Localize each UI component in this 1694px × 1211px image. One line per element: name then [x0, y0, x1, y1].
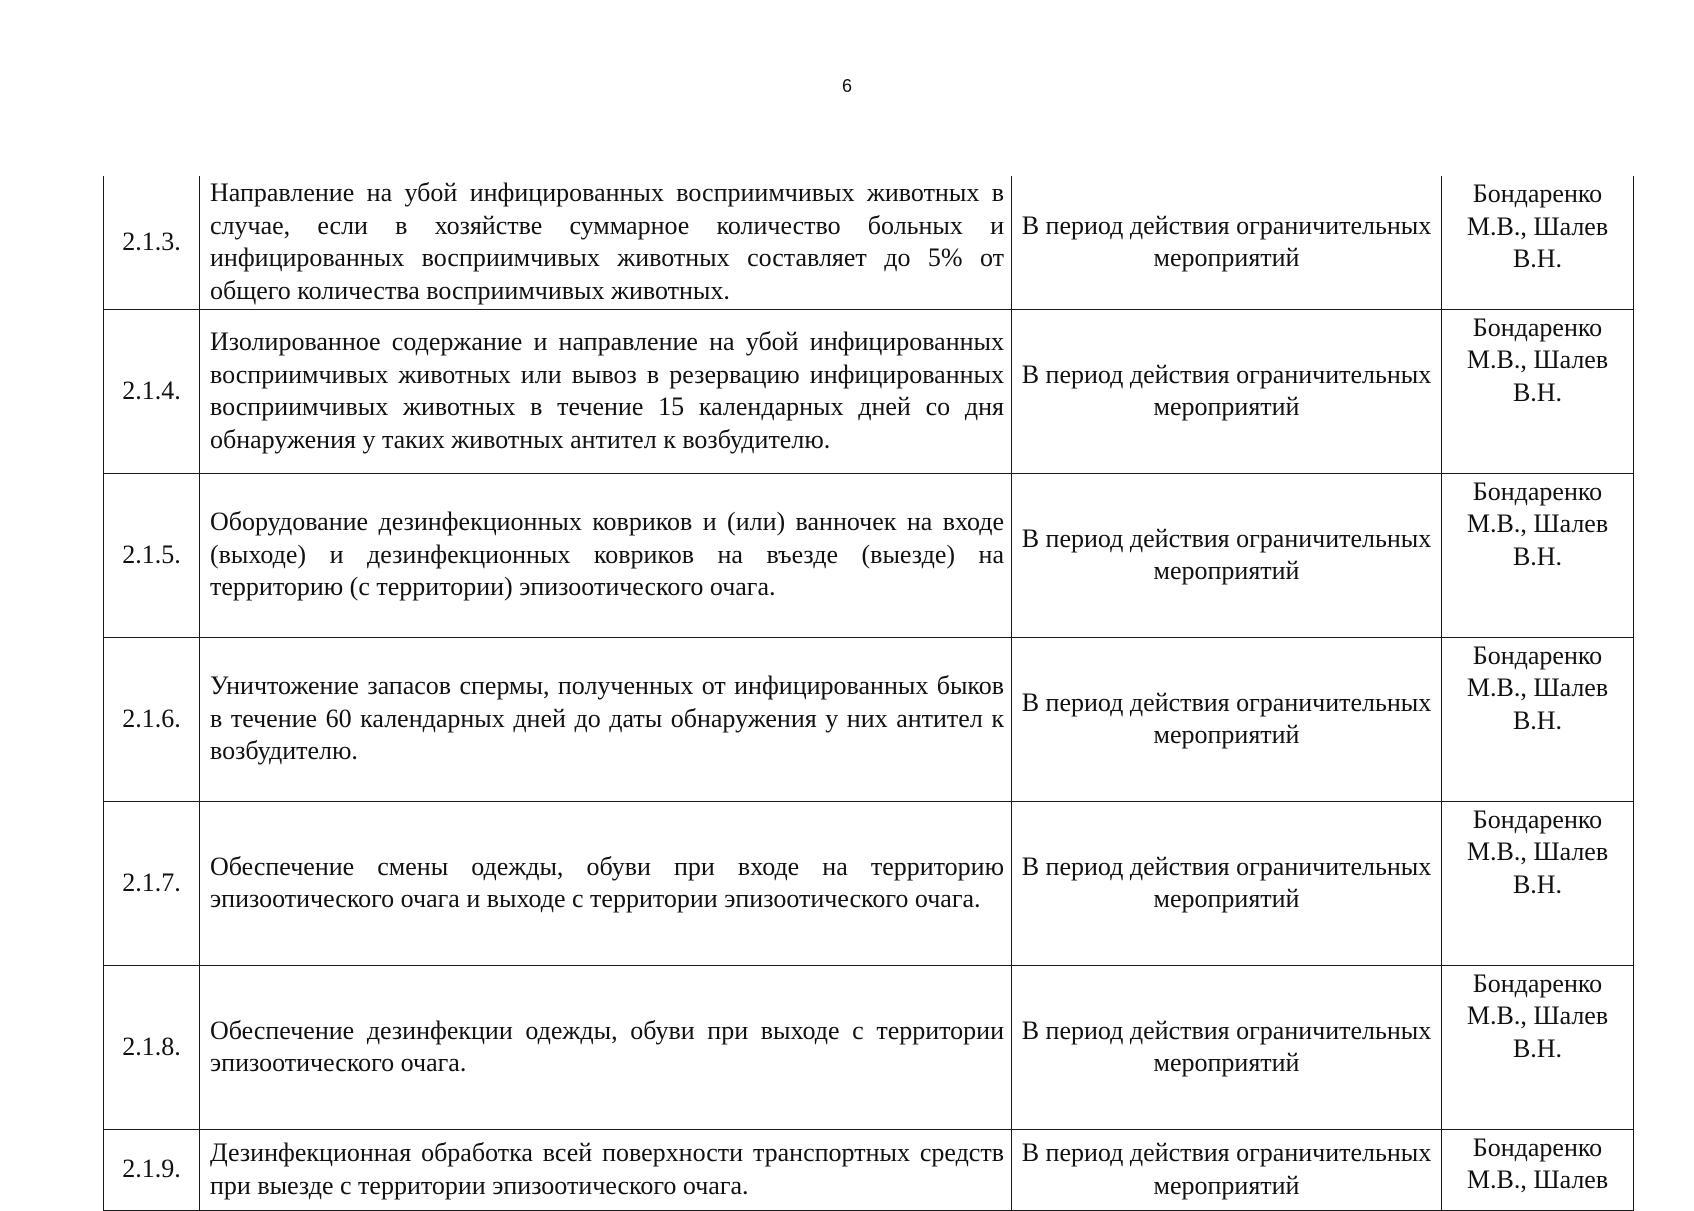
execution-period: В период действия ограничительных мероприятий	[1012, 309, 1442, 473]
measure-description: Обеспечение смены одежды, обуви при входе на территорию эпизоотического очага и выходе с территории эпизоотического очага.	[200, 801, 1012, 965]
measure-description: Оборудование дезинфекционных ковриков и (или) ванночек на входе (выходе) и дезинфекционных ковриков на въезде (выезде) на территорию (с территории) эпизоотического очага.	[200, 473, 1012, 637]
page-number: 6	[841, 76, 852, 96]
measures-table	[103, 176, 1634, 1211]
execution-period: В период действия ограничительных мероприятий	[1012, 637, 1442, 801]
responsible-persons: Бондаренко М.В., Шалев В.Н.	[1442, 473, 1634, 637]
responsible-persons: Бондаренко М.В., Шалев В.Н.	[1442, 176, 1634, 309]
table-row	[104, 176, 1634, 309]
execution-period: В период действия ограничительных мероприятий	[1012, 965, 1442, 1129]
measure-description: Дезинфекционная обработка всей поверхности транспортных средств при выезде с территории эпизоотического очага.	[200, 1129, 1012, 1210]
table-row	[104, 801, 1634, 965]
item-number: 2.1.7.	[104, 801, 200, 965]
execution-period: В период действия ограничительных мероприятий	[1012, 473, 1442, 637]
item-number: 2.1.5.	[104, 473, 200, 637]
table-row	[104, 1129, 1634, 1210]
measure-description: Изолированное содержание и направление на убой инфицированных восприимчивых животных или вывоз в резервацию инфицированных восприимчивых животных в течение 15 календарных дней со дня обнаружения у таких животных антител к возбудителю.	[200, 309, 1012, 473]
execution-period: В период действия ограничительных мероприятий	[1012, 1129, 1442, 1210]
responsible-persons: Бондаренко М.В., Шалев В.Н.	[1442, 965, 1634, 1129]
table-row	[104, 965, 1634, 1129]
item-number: 2.1.8.	[104, 965, 200, 1129]
measure-description: Обеспечение дезинфекции одежды, обуви при выходе с территории эпизоотического очага.	[200, 965, 1012, 1129]
table-row	[104, 473, 1634, 637]
measure-description: Уничтожение запасов спермы, полученных от инфицированных быков в течение 60 календарных дней до даты обнаружения у них антител к возбудителю.	[200, 637, 1012, 801]
responsible-persons	[1442, 1129, 1634, 1210]
item-number: 2.1.3.	[104, 176, 200, 309]
table-row	[104, 637, 1634, 801]
responsible-persons: Бондаренко М.В., Шалев В.Н.	[1442, 801, 1634, 965]
execution-period: В период действия ограничительных мероприятий	[1012, 176, 1442, 309]
responsible-persons: Бондаренко М.В., Шалев В.Н.	[1442, 637, 1634, 801]
item-number: 2.1.6.	[104, 637, 200, 801]
measure-description: Направление на убой инфицированных восприимчивых животных в случае, если в хозяйстве суммарное количество больных и инфицированных восприимчивых животных составляет до 5% от общего количества восприимчивых животных.	[200, 176, 1012, 309]
item-number: 2.1.9.	[104, 1129, 200, 1210]
item-number: 2.1.4.	[104, 309, 200, 473]
execution-period: В период действия ограничительных мероприятий	[1012, 801, 1442, 965]
responsible-persons-text: Бондаренко М.В., Шалев	[1466, 1132, 1609, 1194]
table-row	[104, 309, 1634, 473]
responsible-persons: Бондаренко М.В., Шалев В.Н.	[1442, 309, 1634, 473]
